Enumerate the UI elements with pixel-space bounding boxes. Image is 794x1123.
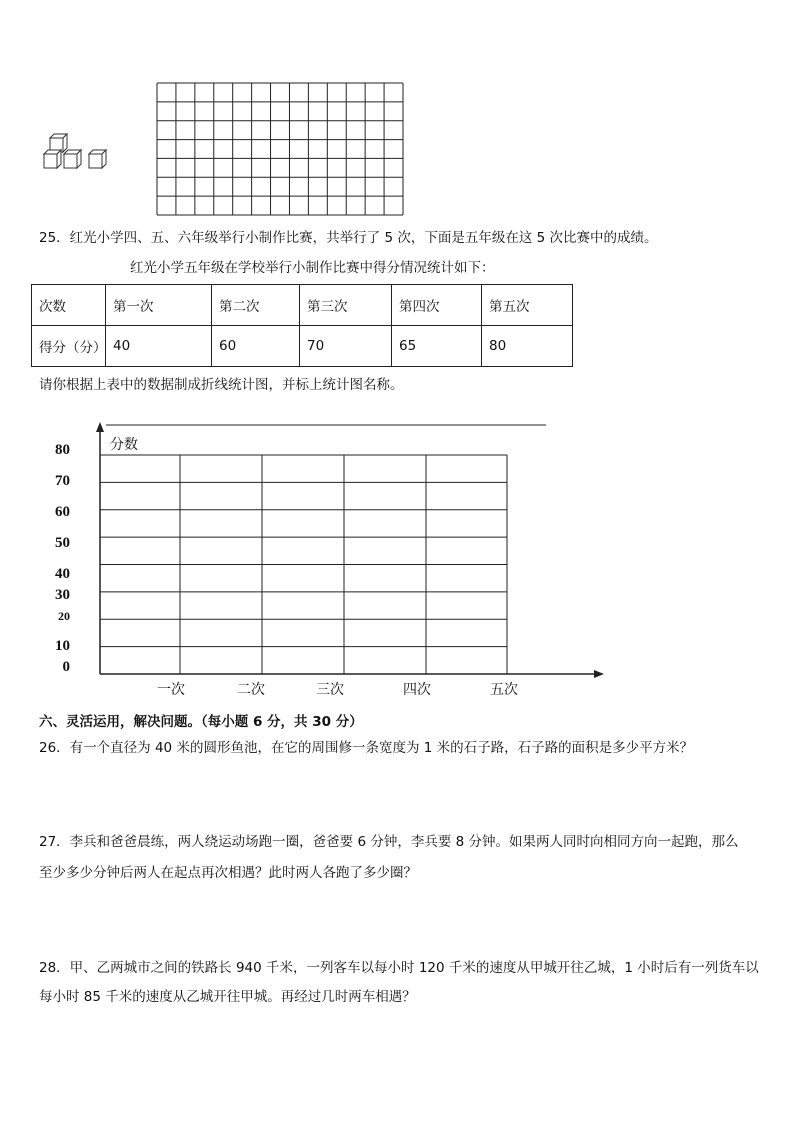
y-tick-label: 60: [55, 504, 70, 520]
value-cell: 80: [482, 326, 573, 367]
chart-grid: [100, 455, 507, 674]
x-tick-label: 二次: [237, 682, 265, 698]
table-row: [32, 285, 573, 326]
y-axis-label: 分数: [110, 437, 138, 453]
x-tick-label: 五次: [490, 682, 518, 698]
y-tick-label: 20: [58, 609, 70, 623]
header-cell: 第二次: [212, 285, 300, 326]
q28-line2: 每小时 85 千米的速度从乙城开往甲城。再经过几时两车相遇？: [39, 989, 416, 1005]
header-cell: 第一次: [106, 285, 212, 326]
section6-heading: 六、灵活运用，解决问题。（每小题 6 分，共 30 分）: [39, 714, 363, 730]
value-cell: 65: [392, 326, 482, 367]
x-tick-label: 三次: [316, 682, 344, 698]
table-title: 红光小学五年级在学校举行小制作比赛中得分情况统计如下：: [130, 260, 495, 276]
y-axis-arrow: [96, 422, 104, 432]
y-tick-label: 50: [55, 535, 70, 551]
y-tick-label: 0: [62, 659, 70, 675]
y-tick-label: 10: [55, 638, 70, 654]
q27-line1: 27．李兵和爸爸晨练，两人绕运动场跑一圈，爸爸要 6 分钟，李兵要 8 分钟。如果两人同时向相同方向一起跑，那么: [39, 834, 739, 850]
header-cell: 第三次: [300, 285, 392, 326]
x-tick-label: 一次: [157, 682, 185, 698]
cube-figure: [40, 130, 120, 175]
value-cell: 70: [300, 326, 392, 367]
value-cell: 40: [106, 326, 212, 367]
score-table: [31, 284, 573, 367]
row-label-cell: 得分（分）: [32, 326, 106, 367]
header-cell: 次数: [32, 285, 106, 326]
drawing-grid: [156, 82, 404, 216]
header-cell: 第五次: [482, 285, 573, 326]
y-tick-label: 80: [55, 442, 70, 458]
q25-instruction: 请你根据上表中的数据制成折线统计图，并标上统计图名称。: [39, 377, 404, 393]
header-cell: 第四次: [392, 285, 482, 326]
line-chart: [0, 400, 794, 710]
q27-line2: 至少多少分钟后两人在起点再次相遇？此时两人各跑了多少圈？: [39, 865, 417, 881]
value-cell: 60: [212, 326, 300, 367]
y-tick-label: 70: [55, 473, 70, 489]
table-row: [32, 326, 573, 367]
y-tick-label: 30: [55, 587, 70, 603]
q26-text: 26．有一个直径为 40 米的圆形鱼池，在它的周围修一条宽度为 1 米的石子路，石子路的面积是多少平方米？: [39, 740, 694, 756]
q28-line1: 28．甲、乙两城市之间的铁路长 940 千米，一列客车以每小时 120 千米的速度从甲城开往乙城，1 小时后有一列货车以: [39, 960, 759, 976]
q25-text: 25．红光小学四、五、六年级举行小制作比赛，共举行了 5 次，下面是五年级在这 5 次比赛中的成绩。: [39, 230, 658, 246]
x-axis-arrow: [594, 670, 604, 678]
y-tick-label: 40: [55, 566, 70, 582]
x-tick-label: 四次: [403, 682, 431, 698]
